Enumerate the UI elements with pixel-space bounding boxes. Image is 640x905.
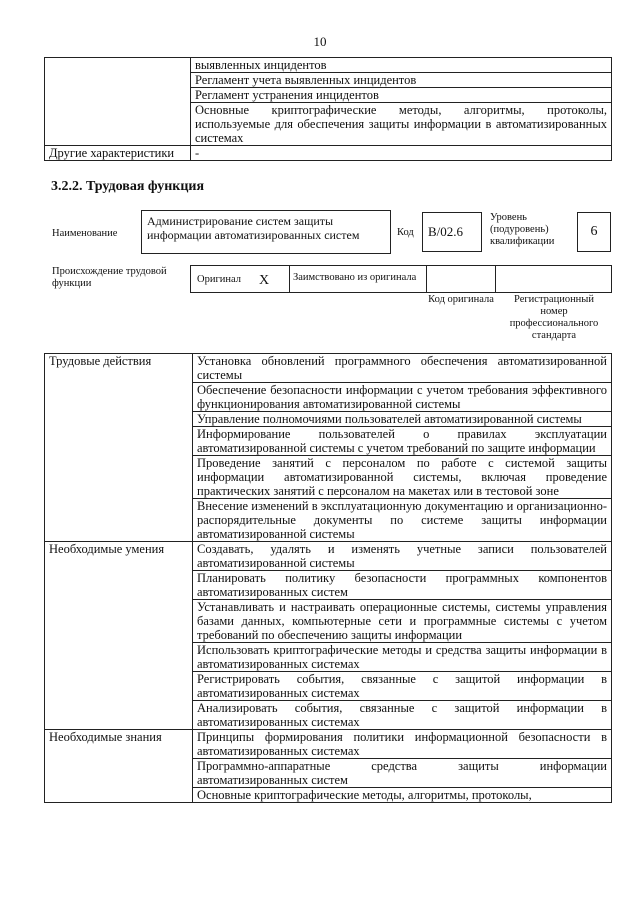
group-label-actions: Трудовые действия xyxy=(45,354,193,542)
item-text: Принципы формирования политики информационной безопасности в автоматизированных системах xyxy=(193,730,612,759)
borrowed-label: Заимствовано из оригинала xyxy=(293,272,417,283)
item-text: Планировать политику безопасности программных компонентов автоматизированных систем xyxy=(193,571,612,600)
item-text: Программно-аппаратные средства защиты информации автоматизированных систем xyxy=(193,759,612,788)
code-value: B/02.6 xyxy=(422,212,482,252)
row-text: - xyxy=(191,146,612,161)
top-table xyxy=(44,57,612,161)
original-cell xyxy=(190,265,290,293)
item-text: Основные криптографические методы, алгоритмы, протоколы, xyxy=(193,788,612,803)
origin-label: Происхождение трудовой функции xyxy=(52,266,167,289)
row-text: Основные криптографические методы, алгоритмы, протоколы, используемые для обеспечения защиты информации в автоматизированных системах xyxy=(191,103,612,146)
name-label: Наименование xyxy=(52,228,118,239)
row-text: выявленных инцидентов xyxy=(191,58,612,73)
row-text: Регламент учета выявленных инцидентов xyxy=(191,73,612,88)
table-row xyxy=(45,542,612,571)
original-code-cell xyxy=(426,265,496,293)
item-text: Анализировать события, связанные с защитой информации в автоматизированных системах xyxy=(193,701,612,730)
original-code-label: Код оригинала xyxy=(428,294,494,305)
item-text: Информирование пользователей о правилах эксплуатации автоматизированной системы с учетом требований по защите информации xyxy=(193,427,612,456)
original-mark: X xyxy=(259,273,270,288)
main-table xyxy=(44,353,612,803)
table-row xyxy=(45,730,612,759)
row-label: Другие характеристики xyxy=(45,146,191,161)
item-text: Создавать, удалять и изменять учетные записи пользователей автоматизированной системы xyxy=(193,542,612,571)
item-text: Проведение занятий с персоналом по работе с системой защиты информации автоматизированной системы, включая проведение практических занятий с персоналом на макетах или в тестовой зоне xyxy=(193,456,612,499)
item-text: Установка обновлений программного обеспечения автоматизированной системы xyxy=(193,354,612,383)
borrowed-cell xyxy=(289,265,427,293)
group-label-knowledge: Необходимые знания xyxy=(45,730,193,803)
item-text: Использовать криптографические методы и средства защиты информации в автоматизированных системах xyxy=(193,643,612,672)
item-text: Внесение изменений в эксплуатационную документацию и организационно-распорядительные документы по системе защиты информации автоматизированной системы xyxy=(193,499,612,542)
code-label: Код xyxy=(397,227,414,238)
table-row xyxy=(45,146,612,161)
table-row xyxy=(45,354,612,383)
level-label: Уровень (подуровень) квалификации xyxy=(490,212,555,247)
level-value: 6 xyxy=(577,212,611,252)
group-label-skills: Необходимые умения xyxy=(45,542,193,730)
item-text: Регистрировать события, связанные с защитой информации в автоматизированных системах xyxy=(193,672,612,701)
page-number: 10 xyxy=(313,34,327,49)
table-row xyxy=(45,58,612,73)
item-text: Управление полномочиями пользователей автоматизированной системы xyxy=(193,412,612,427)
reg-number-label: Регистрационный номер профессионального стандарта xyxy=(509,294,599,341)
item-text: Обеспечение безопасности информации с учетом требования эффективного функционирования автоматизированной системы xyxy=(193,383,612,412)
item-text: Устанавливать и настраивать операционные системы, системы управления базами данных, компьютерные сети и программные системы с учетом требований по обеспечению защиты информации xyxy=(193,600,612,643)
row-text: Регламент устранения инцидентов xyxy=(191,88,612,103)
original-label: Оригинал xyxy=(197,274,241,285)
section-title: 3.2.2. Трудовая функция xyxy=(51,179,205,194)
reg-number-cell xyxy=(495,265,612,293)
name-value: Администрирование систем защиты информации автоматизированных систем xyxy=(141,210,391,254)
row-label xyxy=(45,58,191,146)
